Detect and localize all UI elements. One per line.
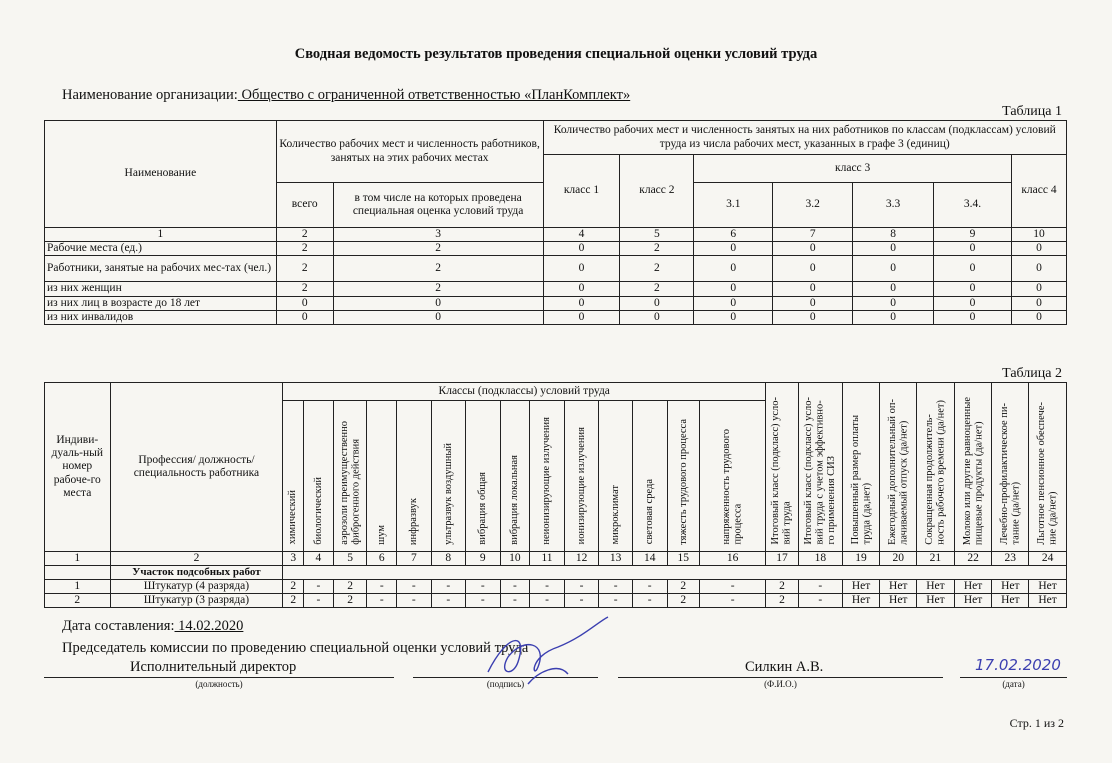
t1-header-included: в том числе на которых проведена специальная оценка условий труда <box>333 183 543 228</box>
t1-cell: 0 <box>773 296 853 310</box>
t1-cell: 0 <box>620 296 694 310</box>
t1-header-class1: класс 1 <box>543 155 620 228</box>
t2-header-factor <box>431 401 465 552</box>
t2-header-extra-label: Сокращенная продолжитель- ность рабочего времени (да/нет) <box>923 400 947 545</box>
t2-cell: Нет <box>842 594 880 608</box>
t1-cell: 0 <box>853 282 934 296</box>
t2-header-factor-label: неионизирующие излучения <box>541 417 553 545</box>
t2-cell: - <box>304 594 334 608</box>
t1-cell: 0 <box>853 310 934 324</box>
t1-col-number: 3 <box>333 228 543 242</box>
signed-date: 17.02.2020 <box>975 656 1061 674</box>
t2-header-factor <box>599 401 633 552</box>
t1-cell: 0 <box>694 296 773 310</box>
t2-header-factor <box>632 401 667 552</box>
t1-cell: 0 <box>694 256 773 282</box>
t2-col-number: 15 <box>667 552 700 566</box>
t2-cell: 2 <box>333 579 367 593</box>
t2-header-factor-label: световая среда <box>643 479 655 545</box>
position-caption: (должность) <box>195 679 243 689</box>
t2-col-number: 16 <box>700 552 766 566</box>
t2-header-factor <box>397 401 431 552</box>
t1-cell: 0 <box>694 282 773 296</box>
t1-cell: 0 <box>1011 256 1066 282</box>
t1-header-31: 3.1 <box>694 183 773 228</box>
t1-row <box>45 310 1067 324</box>
t2-col-number: 1 <box>45 552 111 566</box>
t2-col-number: 8 <box>431 552 465 566</box>
org-label: Наименование организации: <box>62 87 238 103</box>
t1-row-name: из них лиц в возрасте до 18 лет <box>45 296 277 310</box>
t2-header-factor-label: тяжесть трудового процесса <box>677 418 689 545</box>
t2-cell: - <box>798 579 842 593</box>
t1-cell: 0 <box>773 310 853 324</box>
t2-header-profession: Профессия/ должность/ специальность работника <box>110 383 283 552</box>
t1-cell: 0 <box>934 296 1012 310</box>
t1-header-class4: класс 4 <box>1011 155 1066 228</box>
t2-header-extra-label: Итоговый класс (подкласс) усло- вий труда с учетом эффективно- го применения СИЗ <box>803 397 838 545</box>
t1-cell: 0 <box>1011 282 1066 296</box>
t2-cell: 2 <box>283 594 304 608</box>
date-line <box>62 618 243 635</box>
t1-header-classes: Количество рабочих мест и численность занятых на них работников по классам (подклассам) условий труда из числа рабочих мест, указанных в графе 3 (единиц) <box>543 121 1067 155</box>
date-value: 14.02.2020 <box>174 618 244 634</box>
t2-header-factor <box>667 401 700 552</box>
t1-header-32: 3.2 <box>773 183 853 228</box>
t2-header-factor-label: микроклимат <box>609 485 621 545</box>
t1-row <box>45 296 1067 310</box>
t2-col-number: 3 <box>283 552 304 566</box>
t1-cell: 0 <box>333 310 543 324</box>
t1-column-numbers <box>45 228 1067 242</box>
t2-cell: - <box>397 594 431 608</box>
t2-header-factor-label: ультразвук воздушный <box>442 442 454 545</box>
t1-row <box>45 282 1067 296</box>
t2-header-factor <box>466 401 500 552</box>
t2-header-factor-label: аэрозоли преимущественно фиброгенного действия <box>338 421 362 545</box>
t1-cell: 0 <box>1011 242 1066 256</box>
t2-header-extra <box>1029 383 1067 552</box>
t2-cell: - <box>599 594 633 608</box>
t2-cell: - <box>367 579 397 593</box>
t1-cell: 2 <box>620 282 694 296</box>
t2-header-factor <box>333 401 367 552</box>
t1-col-number: 8 <box>853 228 934 242</box>
t2-col-number: 6 <box>367 552 397 566</box>
t2-cell: - <box>798 594 842 608</box>
t1-cell: 0 <box>276 296 333 310</box>
t2-cell: Нет <box>917 579 955 593</box>
t2-col-number: 12 <box>564 552 599 566</box>
t1-col-number: 6 <box>694 228 773 242</box>
t2-col-number: 4 <box>304 552 334 566</box>
t1-col-number: 2 <box>276 228 333 242</box>
t2-cell: - <box>304 579 334 593</box>
summary-table-1 <box>44 120 1067 325</box>
t2-header-factor-label: шум <box>376 524 387 545</box>
t2-col-number: 14 <box>632 552 667 566</box>
t2-header-factor <box>304 401 334 552</box>
t2-header-classes: Классы (подклассы) условий труда <box>283 383 766 401</box>
t2-cell: Нет <box>1029 594 1067 608</box>
t2-cell: - <box>599 579 633 593</box>
summary-table-2 <box>44 382 1067 608</box>
t1-cell: 0 <box>773 256 853 282</box>
t1-cell: 2 <box>333 282 543 296</box>
t1-cell: 0 <box>543 242 620 256</box>
t2-column-numbers <box>45 552 1067 566</box>
t2-row-id: 2 <box>45 594 111 608</box>
t1-cell: 0 <box>853 296 934 310</box>
t2-header-factor <box>500 401 530 552</box>
t2-header-extra-label: Молоко или другие равноценные пищевые продукты (да/нет) <box>961 396 985 545</box>
t2-cell: 2 <box>766 579 799 593</box>
fio-caption: (Ф.И.О.) <box>764 679 797 689</box>
t2-cell: - <box>500 594 530 608</box>
t2-col-number: 22 <box>954 552 992 566</box>
t1-header-name: Наименование <box>45 121 277 228</box>
t1-cell: 2 <box>620 242 694 256</box>
t2-cell: 2 <box>283 579 304 593</box>
t2-header-id: Индиви-дуаль-ный номер рабоче-го места <box>45 383 111 552</box>
t1-cell: 0 <box>934 256 1012 282</box>
date-caption: (дата) <box>1002 679 1025 689</box>
page-number: Стр. 1 из 2 <box>1009 716 1064 730</box>
t1-cell: 0 <box>853 256 934 282</box>
t1-row-name: из них женщин <box>45 282 277 296</box>
t2-row-id: 1 <box>45 579 111 593</box>
t2-header-extra <box>992 383 1029 552</box>
t2-col-number: 5 <box>333 552 367 566</box>
t1-cell: 0 <box>773 242 853 256</box>
t2-header-factor-label: вибрация локальная <box>509 454 521 545</box>
t2-cell: Нет <box>954 594 992 608</box>
t1-cell: 2 <box>333 242 543 256</box>
t1-cell: 0 <box>1011 296 1066 310</box>
t1-cell: 2 <box>276 256 333 282</box>
t1-cell: 0 <box>934 282 1012 296</box>
t2-header-extra <box>917 383 955 552</box>
t2-cell: Нет <box>842 579 880 593</box>
t2-header-factor-label: напряженность трудового процесса <box>721 429 744 545</box>
t2-cell: - <box>700 594 766 608</box>
t2-header-extra-label: Повышенный размер оплаты труда (да,нет) <box>849 415 873 545</box>
t1-row-name: Работники, занятые на рабочих мес-тах (чел.) <box>45 256 277 282</box>
t2-section-title: Участок подсобных работ <box>110 566 283 580</box>
t2-cell: Нет <box>992 594 1029 608</box>
t2-cell: - <box>700 579 766 593</box>
t2-col-number: 19 <box>842 552 880 566</box>
t2-header-extra <box>766 383 799 552</box>
t1-cell: 2 <box>333 256 543 282</box>
t2-header-extra-label: Льготное пенсионное обеспече- ние (да/нет) <box>1036 402 1059 545</box>
t2-col-number: 17 <box>766 552 799 566</box>
t2-row <box>45 594 1067 608</box>
t2-cell: - <box>564 579 599 593</box>
signature-caption: (подпись) <box>486 679 525 689</box>
t1-cell: 0 <box>543 310 620 324</box>
t1-header-class3: класс 3 <box>694 155 1012 183</box>
t2-cell: - <box>466 579 500 593</box>
table1-label: Таблица 1 <box>1002 104 1062 119</box>
organization-line <box>62 87 630 104</box>
date-sign-line <box>960 677 1067 678</box>
t2-header-factor <box>283 401 304 552</box>
t2-col-number: 18 <box>798 552 842 566</box>
t2-cell: - <box>530 594 565 608</box>
t2-header-extra-label: Ежегодный дополнительный оп- лачиваемый отпуск (да/нет) <box>886 398 910 545</box>
t1-col-number: 10 <box>1011 228 1066 242</box>
t2-col-number: 10 <box>500 552 530 566</box>
t1-cell: 0 <box>934 242 1012 256</box>
t1-cell: 2 <box>276 282 333 296</box>
org-name: Общество с ограниченной ответственностью «ПланКомплект» <box>237 87 631 103</box>
t2-cell: - <box>564 594 599 608</box>
t1-cell: 0 <box>694 310 773 324</box>
signature-scribble-icon <box>468 612 618 692</box>
t2-header-extra <box>798 383 842 552</box>
t1-cell: 0 <box>543 296 620 310</box>
t2-cell: - <box>431 579 465 593</box>
fio-line <box>618 677 943 678</box>
t1-header-total: всего <box>276 183 333 228</box>
t1-cell: 0 <box>773 282 853 296</box>
t2-header-extra <box>954 383 992 552</box>
t2-cell: 2 <box>766 594 799 608</box>
t2-row <box>45 579 1067 593</box>
t2-cell: 2 <box>333 594 367 608</box>
t1-cell: 0 <box>694 242 773 256</box>
t2-header-factor-label: вибрация общая <box>477 472 489 545</box>
t2-header-factor <box>367 401 397 552</box>
chair-label: Председатель комиссии по проведению специальной оценки условий труда <box>62 640 529 656</box>
t1-header-33: 3.3 <box>853 183 934 228</box>
t2-header-factor-label: биологический <box>312 477 324 545</box>
t2-header-extra <box>842 383 880 552</box>
t2-cell: - <box>397 579 431 593</box>
t1-col-number: 1 <box>45 228 277 242</box>
t1-col-number: 4 <box>543 228 620 242</box>
t1-col-number: 7 <box>773 228 853 242</box>
chair-position: Исполнительный директор <box>130 659 297 675</box>
t1-cell: 0 <box>333 296 543 310</box>
t1-cell: 0 <box>1011 310 1066 324</box>
t2-cell: - <box>466 594 500 608</box>
t1-cell: 0 <box>620 310 694 324</box>
document-title: Сводная ведомость результатов проведения специальной оценки условий труда <box>294 46 818 62</box>
t2-cell: Нет <box>917 594 955 608</box>
t1-cell: 0 <box>853 242 934 256</box>
t2-header-extra-label: Итоговый класс (подкласс) усло- вий труда <box>770 397 794 545</box>
t1-header-class2: класс 2 <box>620 155 694 228</box>
t2-cell: Нет <box>954 579 992 593</box>
table2-label: Таблица 2 <box>1002 366 1062 381</box>
t1-row-name: из них инвалидов <box>45 310 277 324</box>
t2-cell: - <box>632 594 667 608</box>
t2-cell: - <box>530 579 565 593</box>
t2-header-factor-label: химический <box>287 490 299 545</box>
t2-col-number: 9 <box>466 552 500 566</box>
t1-header-34: 3.4. <box>934 183 1012 228</box>
t1-row <box>45 256 1067 282</box>
t2-header-factor <box>530 401 565 552</box>
t2-header-extra-label: Лечебно-профилактическое пи- тание (да/нет) <box>998 403 1022 545</box>
t2-cell: 2 <box>667 594 700 608</box>
date-label: Дата составления: <box>62 618 175 634</box>
t2-header-extra <box>880 383 917 552</box>
t2-cell: Нет <box>992 579 1029 593</box>
t2-col-number: 23 <box>992 552 1029 566</box>
t1-cell: 0 <box>543 256 620 282</box>
t2-col-number: 2 <box>110 552 283 566</box>
t2-header-factor-label: ионизирующие излучения <box>575 427 587 545</box>
t2-col-number: 13 <box>599 552 633 566</box>
t1-col-number: 9 <box>934 228 1012 242</box>
t1-cell: 2 <box>276 242 333 256</box>
t1-row-name: Рабочие места (ед.) <box>45 242 277 256</box>
chair-name: Силкин А.В. <box>745 659 824 675</box>
t2-cell: - <box>500 579 530 593</box>
t2-col-number: 21 <box>917 552 955 566</box>
t2-cell: Нет <box>1029 579 1067 593</box>
t2-header-factor <box>700 401 766 552</box>
t1-row <box>45 242 1067 256</box>
t1-cell: 0 <box>934 310 1012 324</box>
t2-cell: - <box>632 579 667 593</box>
t2-cell: Нет <box>880 579 917 593</box>
t2-header-factor <box>564 401 599 552</box>
t2-header-factor-label: инфразвук <box>408 497 420 545</box>
t1-cell: 0 <box>543 282 620 296</box>
t1-cell: 0 <box>276 310 333 324</box>
t2-col-number: 7 <box>397 552 431 566</box>
t2-cell: Нет <box>880 594 917 608</box>
t2-col-number: 24 <box>1029 552 1067 566</box>
position-line <box>44 677 394 678</box>
t2-cell: - <box>367 594 397 608</box>
t1-header-workplaces: Количество рабочих мест и численность работников, занятых на этих рабочих местах <box>276 121 543 183</box>
t1-col-number: 5 <box>620 228 694 242</box>
t2-col-number: 11 <box>530 552 565 566</box>
t2-row-profession: Штукатур (4 разряда) <box>110 579 283 593</box>
t2-row-profession: Штукатур (3 разряда) <box>110 594 283 608</box>
t2-col-number: 20 <box>880 552 917 566</box>
t2-cell: - <box>431 594 465 608</box>
t2-cell: 2 <box>667 579 700 593</box>
t1-cell: 2 <box>620 256 694 282</box>
